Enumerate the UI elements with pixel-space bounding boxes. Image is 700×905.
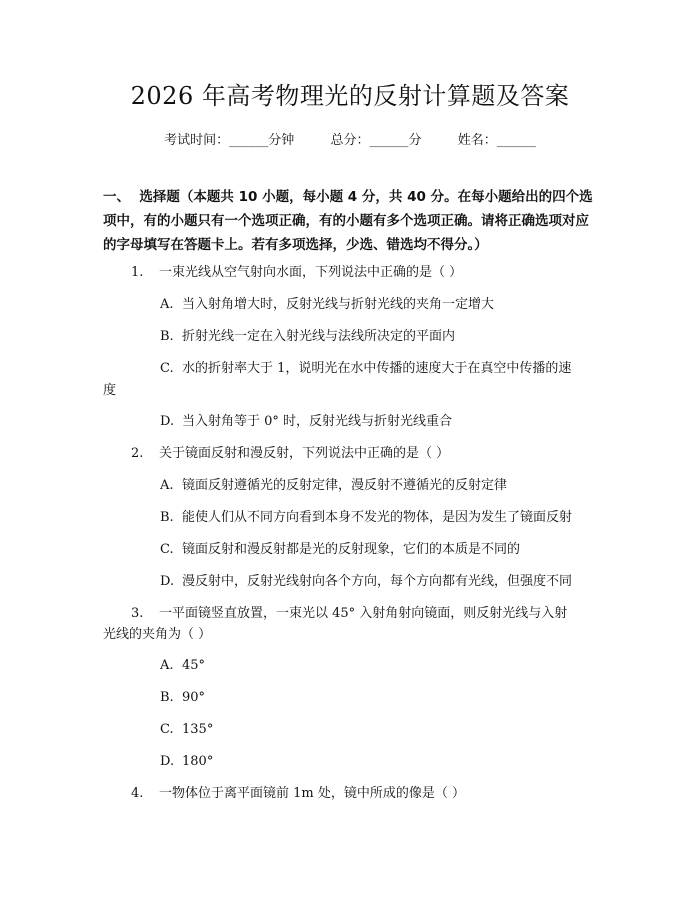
option-text: 180°	[182, 754, 214, 769]
question-1-option-d	[160, 411, 452, 433]
option-text: 能使人们从不同方向看到本身不发光的物体，是因为发生了镜面反射	[182, 510, 573, 525]
question-number: 3.	[131, 606, 144, 621]
question-text-continued: 光线的夹角为（ ）	[103, 627, 212, 642]
option-text: 水的折射率大于 1，说明光在水中传播的速度大于在真空中传播的速	[182, 361, 572, 376]
question-3-option-a	[160, 655, 205, 677]
question-2-option-d	[160, 571, 572, 593]
option-text: 当入射角等于 0° 时，反射光线与折射光线重合	[182, 414, 453, 429]
score-unit: 分	[408, 133, 422, 148]
exam-meta	[0, 128, 700, 154]
option-label: B.	[160, 690, 174, 705]
option-label: D.	[160, 414, 175, 429]
question-2-option-a	[160, 475, 507, 497]
section-number: 一、	[103, 189, 130, 205]
question-text: 一束光线从空气射向水面，下列说法中正确的是（ ）	[159, 265, 463, 280]
option-label: B.	[160, 329, 174, 344]
question-3-stem-continued	[103, 624, 211, 646]
option-text: 135°	[182, 722, 214, 737]
name-blank: ______	[496, 133, 536, 148]
option-label: D.	[160, 574, 175, 589]
option-text: 漫反射中，反射光线射向各个方向，每个方向都有光线，但强度不同	[182, 574, 573, 589]
question-4-stem	[131, 783, 465, 805]
name-label: 姓名：	[457, 133, 497, 148]
section-instructions: 选择题（本题共 10 小题，每小题 4 分，共 40 分。在每小题给出的四个选项中，有的小题只有一个选项正确，有的小题有多个选项正确。请将正确选项对应的字母填写在答题卡上。若有多项选择，少选、错选均不得分。）	[103, 189, 593, 253]
option-label: A.	[160, 478, 174, 493]
question-number: 1.	[131, 265, 144, 280]
question-number: 4.	[131, 786, 144, 801]
question-1-option-a	[160, 294, 494, 316]
question-2-option-c	[160, 539, 520, 561]
question-text: 一物体位于离平面镜前 1m 处，镜中所成的像是（ ）	[159, 786, 465, 801]
section-heading	[103, 185, 599, 257]
question-1-option-c-continued	[103, 380, 116, 402]
score-blank: ______	[369, 133, 409, 148]
score-label: 总分：	[330, 133, 370, 148]
question-text: 关于镜面反射和漫反射，下列说法中正确的是（ ）	[159, 446, 450, 461]
question-2-option-b	[160, 507, 572, 529]
option-label: A.	[160, 297, 174, 312]
option-label: A.	[160, 658, 174, 673]
option-label: C.	[160, 722, 174, 737]
time-label: 考试时间：	[164, 133, 230, 148]
option-label: C.	[160, 542, 174, 557]
question-3-option-c	[160, 719, 213, 741]
question-3-stem	[131, 603, 567, 625]
option-label: B.	[160, 510, 174, 525]
option-label: D.	[160, 754, 175, 769]
option-text: 镜面反射遵循光的反射定律，漫反射不遵循光的反射定律	[182, 478, 508, 493]
question-3-option-d	[160, 751, 213, 773]
time-unit: 分钟	[268, 133, 295, 148]
page-title: 2026 年高考物理光的反射计算题及答案	[130, 82, 570, 110]
question-1-option-b	[160, 326, 455, 348]
option-text-continued: 度	[103, 383, 117, 398]
option-label: C.	[160, 361, 174, 376]
option-text: 90°	[182, 690, 206, 705]
option-text: 45°	[182, 658, 206, 673]
option-text: 当入射角增大时，反射光线与折射光线的夹角一定增大	[182, 297, 495, 312]
option-text: 折射光线一定在入射光线与法线所决定的平面内	[182, 329, 456, 344]
option-text: 镜面反射和漫反射都是光的反射现象，它们的本质是不同的	[182, 542, 521, 557]
question-2-stem	[131, 443, 449, 465]
question-text: 一平面镜竖直放置，一束光以 45° 入射角射向镜面，则反射光线与入射	[159, 606, 568, 621]
question-1-stem	[131, 262, 462, 284]
question-number: 2.	[131, 446, 144, 461]
question-3-option-b	[160, 687, 205, 709]
question-1-option-c	[160, 358, 571, 380]
time-blank: ______	[229, 133, 269, 148]
